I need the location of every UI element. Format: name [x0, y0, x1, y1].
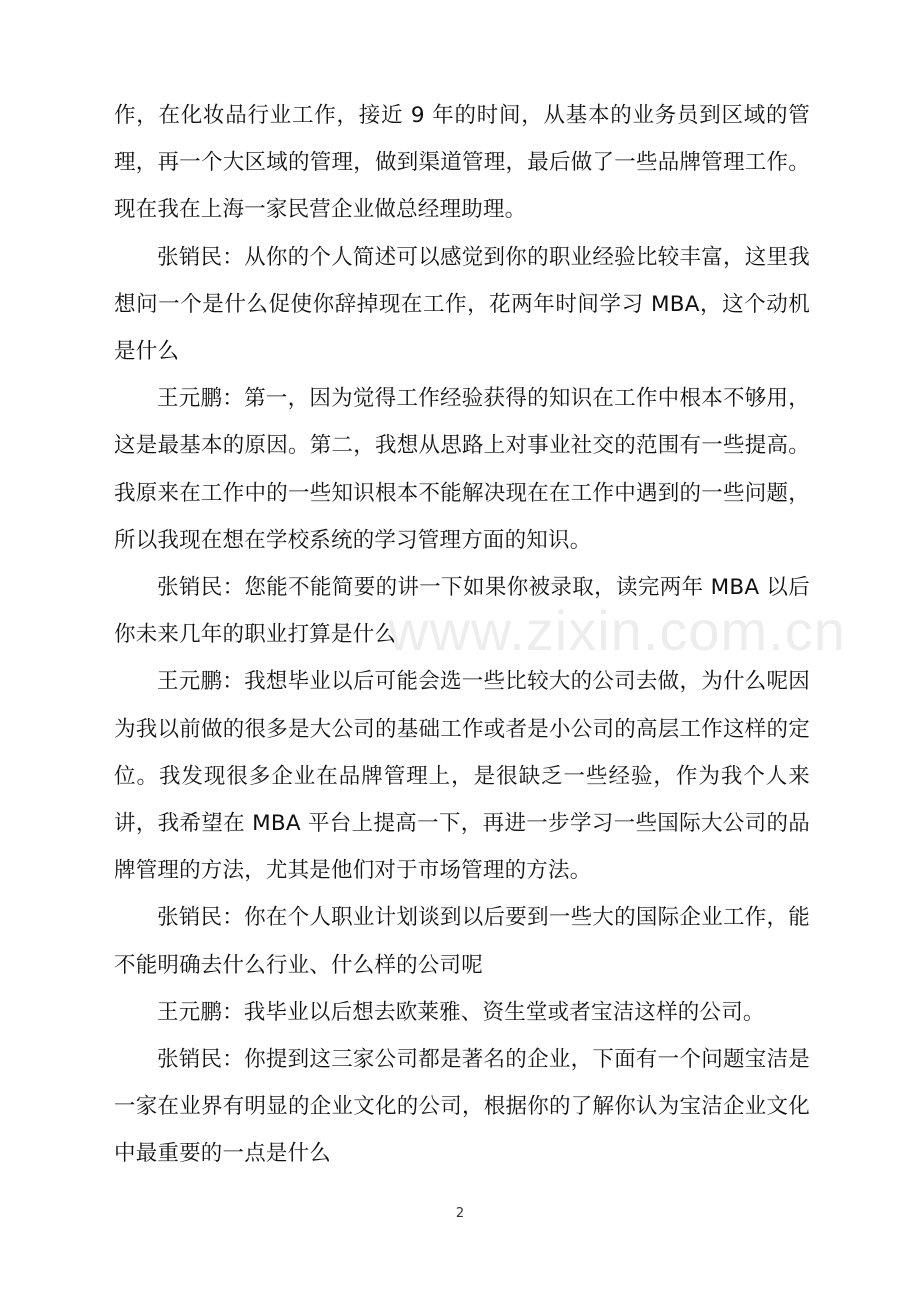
paragraph-question-1: 张销民：从你的个人简述可以感觉到你的职业经验比较丰富，这里我想问一个是什么促使你辞掉现在工作，花两年时间学习 MBA，这个动机是什么	[114, 244, 810, 365]
paragraph-question-2: 张销民：您能不能简要的讲一下如果你被录取，读完两年 MBA 以后你未来几年的职业打算是什么	[114, 575, 810, 648]
watermark: www.zixin.com.cn	[388, 599, 846, 662]
page-body	[114, 92, 810, 1178]
paragraph-question-4: 张销民：你提到这三家公司都是著名的企业，下面有一个问题宝洁是一家在业界有明显的企业文化的公司，根据你的了解你认为宝洁企业文化中最重要的一点是什么	[114, 1047, 810, 1167]
paragraph-answer-3: 王元鹏：我毕业以后想去欧莱雅、资生堂或者宝洁这样的公司。	[157, 999, 765, 1025]
paragraph-answer-1: 王元鹏：第一，因为觉得工作经验获得的知识在工作中根本不够用，这是最基本的原因。第二，我想从思路上对事业社交的范围有一些提高。我原来在工作中的一些知识根本不能解决现在在工作中遇到的一些问题，所以我现在想在学校系统的学习管理方面的知识。	[114, 386, 810, 553]
paragraph-answer-2: 王元鹏：我想毕业以后可能会选一些比较大的公司去做，为什么呢因为我以前做的很多是大公司的基础工作或者是小公司的高层工作这样的定位。我发现很多企业在品牌管理上，是很缺乏一些经验，作为我个人来讲，我希望在 MBA 平台上提高一下，再进一步学习一些国际大公司的品牌管理的方法，尤其是他们对于市场管理的方法。	[114, 669, 810, 884]
paragraph-question-3: 张销民：你在个人职业计划谈到以后要到一些大的国际企业工作，能不能明确去什么行业、什么样的公司呢	[114, 905, 810, 978]
page-number: 2	[455, 1206, 465, 1221]
paragraph-continuation: 作，在化妆品行业工作，接近 9 年的时间，从基本的业务员到区域的管理，再一个大区域的管理，做到渠道管理，最后做了一些品牌管理工作。现在我在上海一家民营企业做总经理助理。	[114, 103, 810, 223]
